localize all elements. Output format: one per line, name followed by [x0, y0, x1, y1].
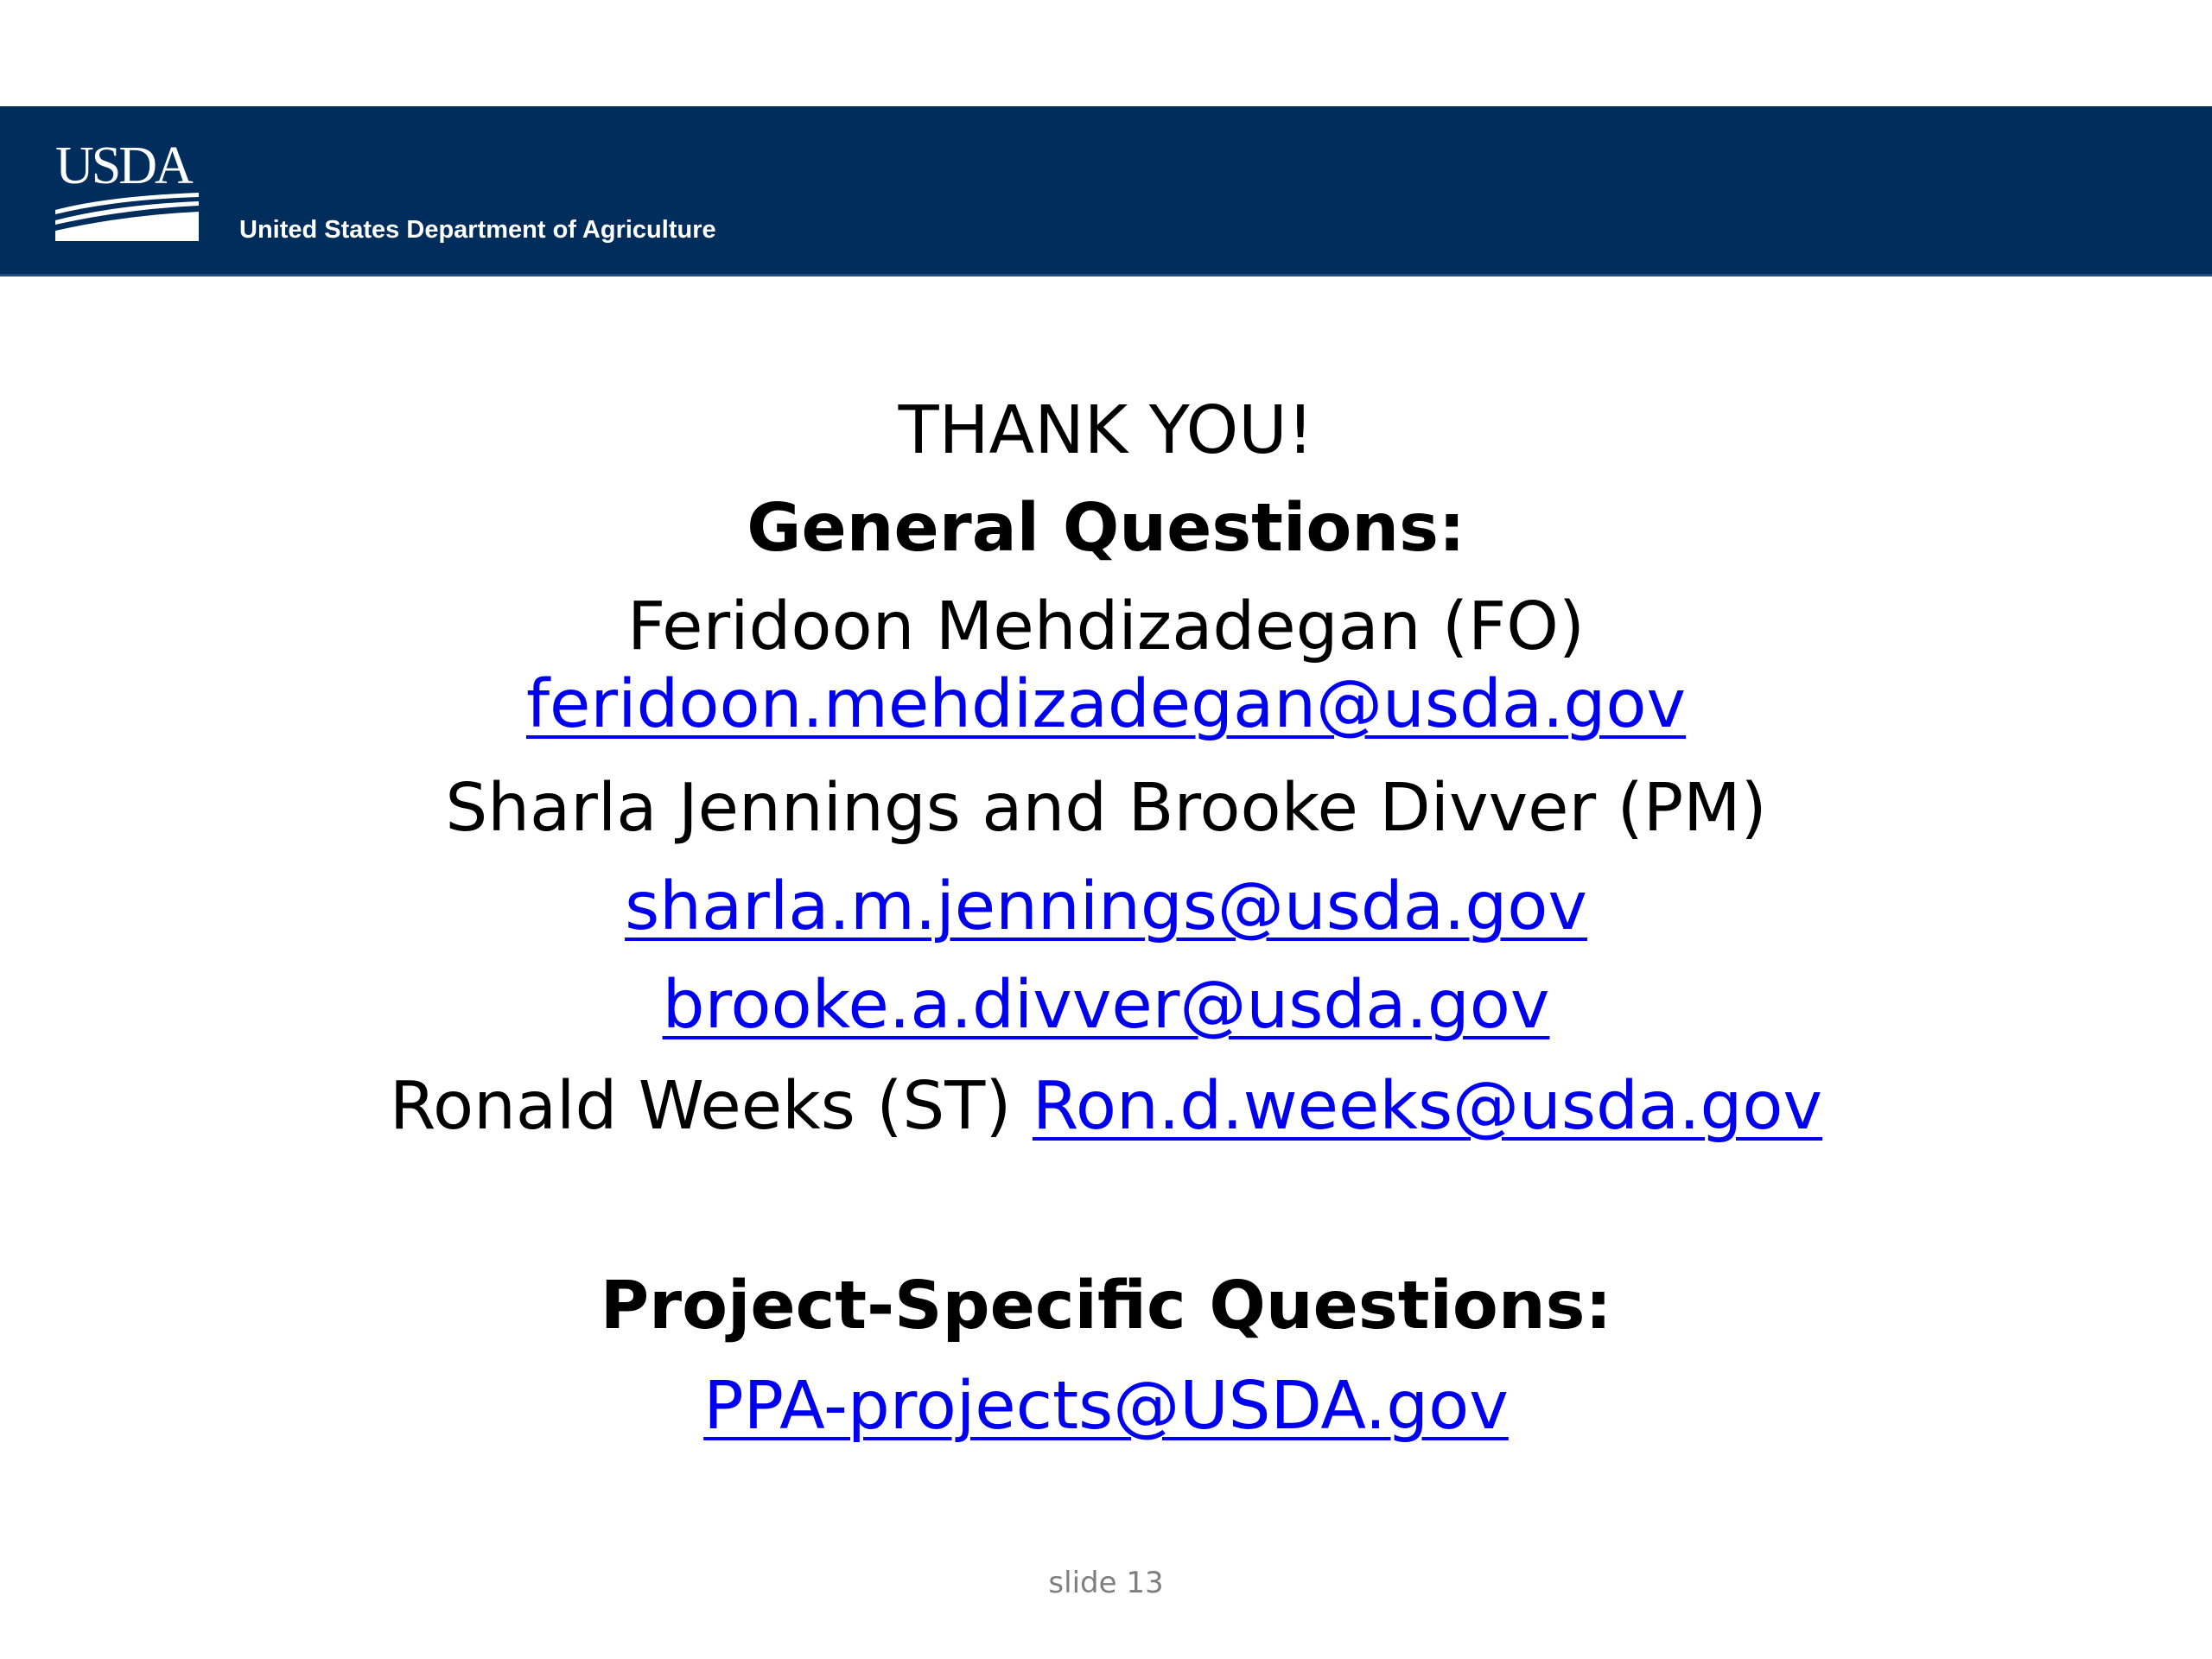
department-name: United States Department of Agriculture — [239, 216, 716, 244]
contact3-name: Ronald Weeks (ST) — [389, 1068, 1033, 1145]
contact1-name: Feridoon Mehdizadegan (FO) — [627, 588, 1585, 665]
project-email-link[interactable]: PPA-projects@USDA.gov — [703, 1368, 1509, 1445]
usda-logo-hills-icon — [55, 191, 199, 243]
contact2-name: Sharla Jennings and Brooke Divver (PM) — [445, 770, 1767, 847]
contact3-line — [0, 1067, 2212, 1147]
contact1-email-line — [0, 665, 2212, 745]
usda-logo — [55, 139, 202, 243]
contact2-email-b-link[interactable]: brooke.a.divver@usda.gov — [662, 967, 1550, 1044]
thank-you-heading: THANK YOU! — [898, 392, 1314, 469]
contact1-email-link[interactable]: feridoon.mehdizadegan@usda.gov — [525, 666, 1687, 743]
project-questions-heading: Project-Specific Questions: — [600, 1268, 1612, 1344]
general-questions-heading: General Questions: — [747, 490, 1465, 567]
contact3-email-link[interactable]: Ron.d.weeks@usda.gov — [1032, 1068, 1823, 1145]
contact2-email-b-line — [0, 966, 2212, 1046]
usda-logo-text: USDA — [55, 137, 191, 195]
contact2-email-a-line — [0, 868, 2212, 947]
contact2-email-a-link[interactable]: sharla.m.jennings@usda.gov — [625, 868, 1587, 945]
slide-number: slide 13 — [1048, 1566, 1164, 1600]
project-email-line — [0, 1367, 2212, 1446]
header-banner — [0, 106, 2212, 276]
